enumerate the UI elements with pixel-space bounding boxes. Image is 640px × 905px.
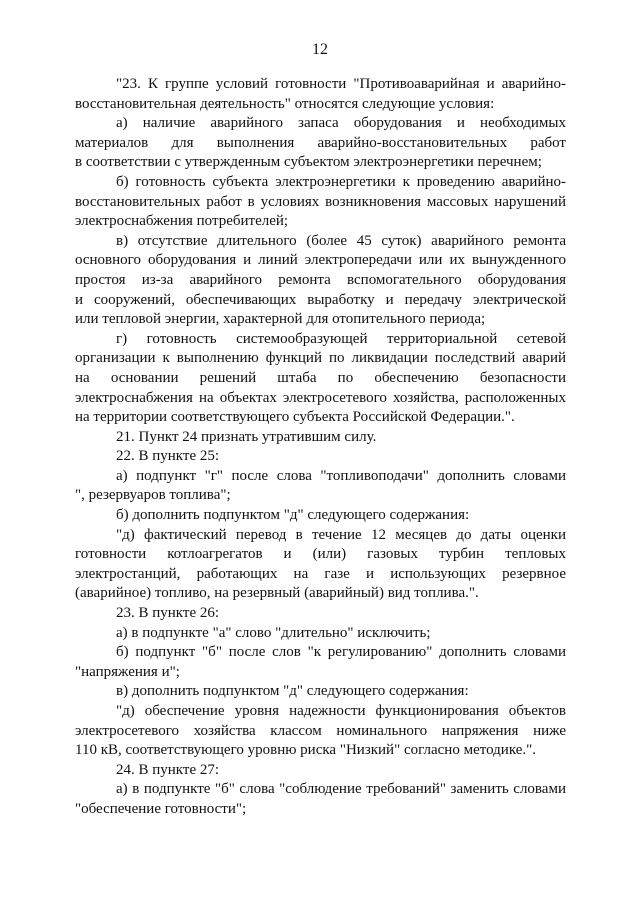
paragraph — [75, 75, 566, 114]
text-line: б) дополнить подпунктом "д" следующего содержания: — [116, 507, 470, 524]
text-line: электроснабжения потребителей; — [75, 213, 289, 230]
text-line: б) готовность субъекта электроэнергетики к проведению аварийно- — [116, 173, 566, 190]
paragraph — [75, 467, 566, 506]
text-line: "напряжения и"; — [75, 663, 180, 680]
paragraph — [75, 682, 566, 702]
text-line: организации к выполнению функций по ликвидации последствий аварий — [75, 350, 566, 367]
paragraph — [75, 761, 566, 781]
text-line: и сооружений, обеспечивающих выработку и передачу электрической — [75, 291, 566, 308]
paragraph — [75, 506, 566, 526]
text-line: "обеспечение готовности"; — [75, 800, 247, 817]
paragraph — [75, 114, 566, 173]
text-line: 110 кВ, соответствующего уровню риска "Низкий" согласно методике.". — [75, 742, 537, 759]
paragraph — [75, 428, 566, 448]
text-line: восстановительная деятельность" относятся следующие условия: — [75, 95, 495, 112]
paragraph — [75, 643, 566, 682]
text-line: в) дополнить подпунктом "д" следующего содержания: — [116, 683, 469, 700]
text-line: электроснабжения на объектах электросетевого хозяйства, расположенных — [75, 389, 566, 406]
paragraph — [75, 447, 566, 467]
text-line: 22. В пункте 25: — [116, 448, 220, 465]
document-body — [75, 75, 566, 820]
text-line: ", резервуаров топлива"; — [75, 487, 231, 504]
text-line: 23. В пункте 26: — [116, 605, 220, 622]
text-line: а) подпункт "г" после слова "топливоподачи" дополнить словами — [116, 467, 566, 484]
text-line: основного оборудования и линий электропередачи или их вынужденного — [75, 252, 566, 269]
text-line: г) готовность системообразующей территориальной сетевой — [116, 330, 566, 347]
text-line: готовности котлоагрегатов и (или) газовых турбин тепловых — [75, 546, 566, 563]
paragraph — [75, 526, 566, 604]
paragraph — [75, 330, 566, 428]
text-line: (аварийное) топливо, на резервный (аварийный) вид топлива.". — [75, 585, 479, 602]
paragraph — [75, 702, 566, 761]
text-line: а) наличие аварийного запаса оборудования и необходимых — [116, 115, 566, 132]
text-line: электросетевого хозяйства классом номинального напряжения ниже — [75, 722, 566, 739]
text-line: "д) фактический перевод в течение 12 месяцев до даты оценки — [116, 526, 566, 543]
text-line: на основании решений штаба по обеспечению безопасности — [75, 369, 566, 386]
paragraph — [75, 173, 566, 232]
text-line: электростанций, работающих на газе и использующих резервное — [75, 565, 566, 582]
paragraph — [75, 232, 566, 330]
text-line: материалов для выполнения аварийно-восстановительных работ — [75, 134, 566, 151]
text-line: 24. В пункте 27: — [116, 761, 220, 778]
text-line: простоя из-за аварийного ремонта вспомогательного оборудования — [75, 271, 566, 288]
text-line: восстановительных работ в условиях возникновения массовых нарушений — [75, 193, 566, 210]
text-line: "д) обеспечение уровня надежности функционирования объектов — [116, 703, 566, 719]
text-line: 21. Пункт 24 признать утратившим силу. — [116, 428, 377, 445]
page-number: 12 — [312, 41, 328, 58]
paragraph — [75, 780, 566, 819]
text-line: "23. К группе условий готовности "Противоаварийная и аварийно- — [116, 76, 566, 92]
text-line: в) отсутствие длительного (более 45 суток) аварийного ремонта — [116, 232, 566, 249]
text-line: б) подпункт "б" после слов "к регулированию" дополнить словами — [116, 644, 566, 661]
text-line: или тепловой энергии, характерной для отопительного периода; — [75, 311, 486, 328]
text-line: в соответствии с утвержденным субъектом электроэнергетики перечнем; — [75, 154, 542, 171]
text-line: а) в подпункте "б" слова "соблюдение требований" заменить словами — [116, 781, 566, 798]
text-line: на территории соответствующего субъекта Российской Федерации.". — [75, 409, 515, 426]
paragraph — [75, 624, 566, 644]
text-line: а) в подпункте "а" слово "длительно" исключить; — [116, 624, 431, 641]
paragraph — [75, 604, 566, 624]
